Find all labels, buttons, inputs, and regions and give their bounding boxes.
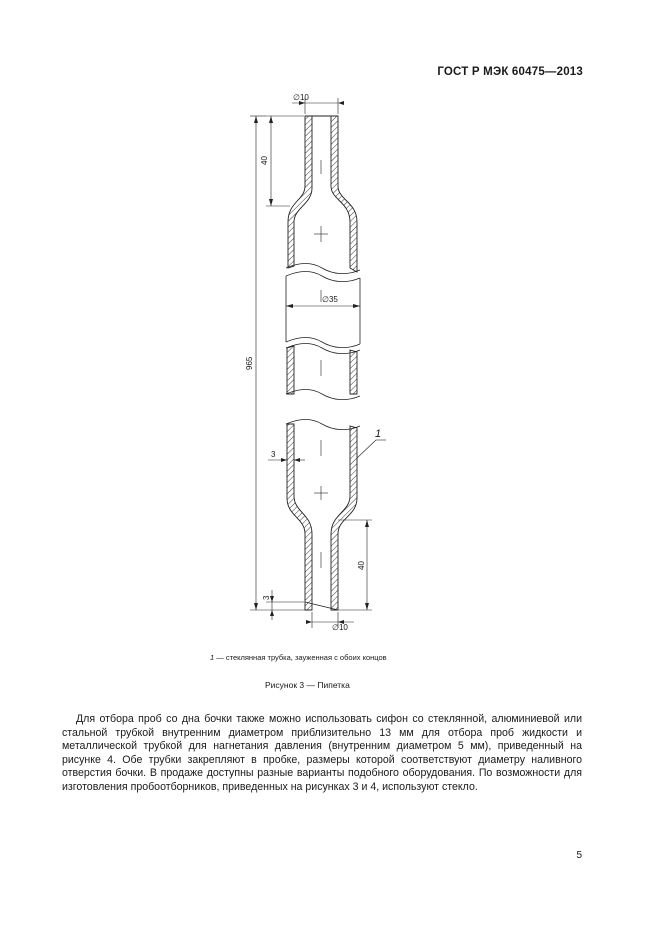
- dim-top-length: 40: [260, 156, 269, 165]
- dim-tip-offset: 3: [262, 595, 271, 600]
- figure-caption: Рисунок 3 — Пипетка: [265, 680, 350, 690]
- dim-top-diameter: ∅10: [293, 93, 309, 102]
- dim-middle-diameter: ∅35: [322, 295, 338, 304]
- pipette-lower-section: [286, 420, 360, 611]
- dim-bottom-length: 40: [357, 561, 366, 570]
- figure-legend: [210, 653, 387, 662]
- callout-number: 1: [375, 428, 382, 440]
- page-number: 5: [576, 850, 582, 861]
- pipette-middle-section: [286, 272, 360, 400]
- legend-text: — стеклянная трубка, зауженная с обоих концов: [214, 653, 387, 662]
- dim-bottom-diameter: ∅10: [332, 623, 348, 632]
- dim-wall-thickness: 3: [271, 450, 276, 459]
- document-header: ГОСТ Р МЭК 60475—2013: [437, 66, 583, 78]
- dimension-lines: [250, 98, 386, 628]
- centerline: [314, 160, 328, 568]
- pipette-upper-section: [286, 116, 360, 274]
- legend-number: 1: [210, 653, 215, 662]
- dim-total-length: 965: [245, 356, 254, 370]
- body-paragraph: Для отбора проб со дна бочки также можно использовать сифон со стеклянной, алюминиевой или стальной трубкой внутренним диаметром приблизительно 13 мм для отбора проб жидкости и металлической трубкой для нагнетания давления (внутренним диаметром 5 мм), приведенный на рисунке 4. Обе трубки закрепляют в пробке, размеры которой соответствуют диаметру наливного отверстия бочки. В продаже доступны разные варианты подобного оборудования. По возможности для изготовления пробоотборников, приведенных на рисунках 3 и 4, используют стекло.: [62, 713, 582, 793]
